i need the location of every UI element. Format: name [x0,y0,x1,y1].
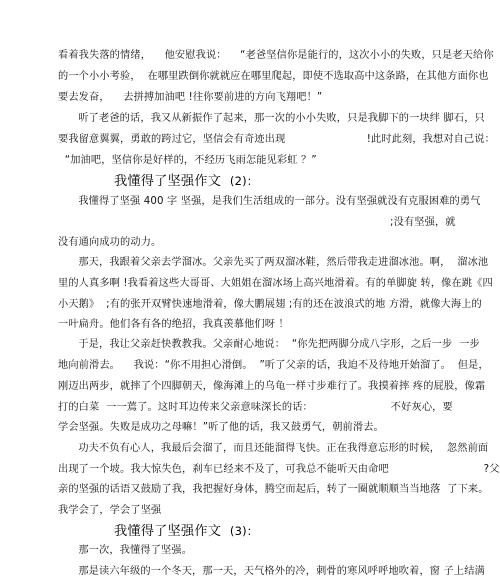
text-line: “加油吧，坚信你是好样的，不经历飞雨怎能见彩虹 ？” [58,155,317,166]
section-heading-title: 我懂得了坚强作文 [114,174,222,189]
text-line: 那是读六年级的一个冬天，那一天，天气格外的冷，刺骨的寒风呼呼地吹着，窗 子上结满 [58,566,485,577]
text-line: 刚迈出两步，就摔了个四脚朝天，像海滩上的乌龟一样寸步难行了。我摸着摔 疼的屁股，像霜 [58,381,486,392]
section-heading [114,173,259,190]
text-line: 听了老爸的话，我又从新振作了起来，那一次的小小失败，只是我脚下的一块绊 脚石，只 [58,113,485,124]
text-line: 于是，我让父亲赶快教教我。父亲耐心地说： “你先把两脚分成八字形，之后一步 一步 [58,339,480,350]
text-line: 那一次，我懂得了坚强。 [58,545,193,556]
text-line: 的一个小小考验， 在哪里跌倒你就就应在哪里爬起，即使不选取高中这条路，在其他方面你也 [58,71,489,82]
section-heading-title: 我懂得了坚强作文 [114,524,222,539]
text-line: 我学会了，学会了坚强 [58,505,162,516]
text-line: 功夫不负有心人，我最后会溜了，而且还能溜得飞快。正在我得意忘形的时候， 忽然前面 [58,443,489,454]
text-line: 打的白菜 一一蔫了。这时耳边传来父亲意味深长的话： 不好灰心，要 [58,402,453,413]
section-heading-number: (2)： [229,174,259,188]
text-line: 看着我失落的情绪， 他安慰我说： “老爸坚信你是能行的，这次小小的失败，只是老天给你 [58,50,494,61]
text-line: 要去发奋， 去拼搏加油吧 !往你要前进的方向飞翔吧！” [58,92,323,103]
text-line: 小天鹅》 ;有的张开双臂快速地滑着，像大鹏展翅 ;有的还在波浪式的地 方滑，就像大海上的 [58,299,482,310]
text-line: 地向前滑去。 我说：“你不用担心滑倒。 ”听了父亲的话，我迫不及待地开始溜了。 但是， [58,360,489,371]
text-line: 一叶扁舟。他们各有各的绝招，我真羡慕他们呀 ！ [58,319,289,330]
text-line: 那天，我跟着父亲去学溜冰。父亲先买了两双溜冰鞋，然后带我走进溜冰池。啊， 溜冰池 [58,257,489,268]
text-line: 学会坚强。失败是成功之母嘛！”听了他的话，我又鼓勇气，朝前滑去。 [58,422,384,433]
text-line: 出现了一个坡。我大惊失色，刹车已经来不及了，可我总不能听天由命吧 ?父 [58,464,500,475]
text-line: 我懂得了坚强 400 字 坚强，是我们生活组成的一部分。没有坚强就没有克服困难的勇气 [58,196,481,207]
text-line: 亲的坚强的话语又鼓励了我，我把握好身体，腾空而起后，转了一圈就顺顺当当地落 了下来。 [58,484,489,495]
text-line: 没有通向成功的动力。 [58,237,162,248]
text-line: 要我留意翼翼，勇敢的跨过它，坚信会有奇迹出现 !此时此刻，我想对自己说： [58,134,496,145]
text-line: ;没有坚强，就 [58,217,456,228]
section-heading-number: (3)： [229,524,259,538]
section-heading [114,523,259,540]
text-line: 里的人真多啊 !我看着这些大哥哥、大姐姐在溜冰场上高兴地滑着。有的单脚旋 转，像在跳《四 [58,278,493,289]
